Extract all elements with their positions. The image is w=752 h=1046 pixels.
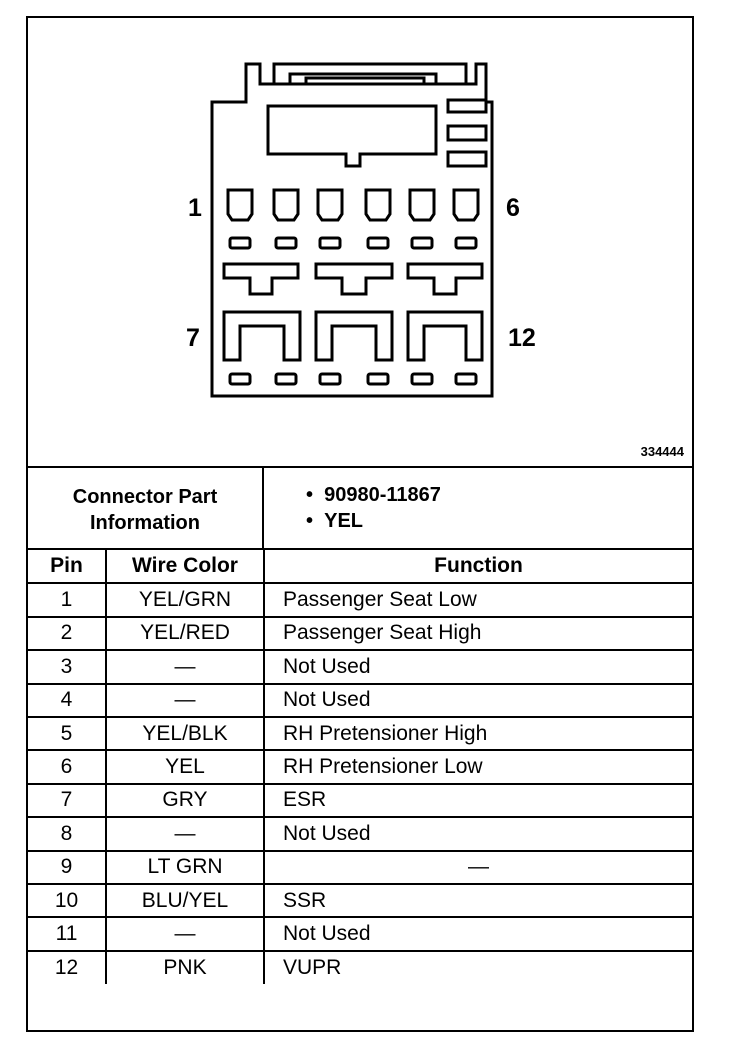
wire-color-cell: PNK: [106, 951, 264, 984]
function-cell: Not Used: [264, 650, 692, 683]
wire-color-cell: LT GRN: [106, 851, 264, 884]
function-cell: Not Used: [264, 917, 692, 950]
pinout-table: [28, 550, 692, 984]
pin-label-1: 1: [188, 194, 202, 222]
pin-cell: 7: [28, 784, 106, 817]
pin-cell: 12: [28, 951, 106, 984]
wire-color-cell: YEL/BLK: [106, 717, 264, 750]
table-row: [28, 817, 692, 850]
table-row: [28, 684, 692, 717]
function-cell: RH Pretensioner High: [264, 717, 692, 750]
wire-color-cell: —: [106, 684, 264, 717]
connector-part-info-label-line1: Connector Part: [72, 486, 218, 508]
wire-color-cell: —: [106, 650, 264, 683]
function-cell: Passenger Seat Low: [264, 583, 692, 616]
function-cell: ESR: [264, 784, 692, 817]
header-pin: Pin: [28, 550, 106, 583]
wire-color-cell: GRY: [106, 784, 264, 817]
table-row: [28, 917, 692, 950]
pin-cell: 3: [28, 650, 106, 683]
wire-color-cell: —: [106, 817, 264, 850]
connector-diagram: [28, 18, 692, 468]
wire-color-cell: YEL: [106, 750, 264, 783]
pin-cell: 4: [28, 684, 106, 717]
pin-cell: 5: [28, 717, 106, 750]
pin-cell: 6: [28, 750, 106, 783]
header-function: Function: [264, 550, 692, 583]
function-cell: RH Pretensioner Low: [264, 750, 692, 783]
part-number-bullet: • 90980-11867: [306, 484, 441, 506]
table-row: [28, 617, 692, 650]
function-cell: Not Used: [264, 817, 692, 850]
table-row: [28, 784, 692, 817]
pin-cell: 2: [28, 617, 106, 650]
connector-part-info-values: [266, 468, 692, 548]
wire-color-cell: YEL/GRN: [106, 583, 264, 616]
connector-color-bullet: • YEL: [306, 510, 364, 532]
pin-label-12: 12: [508, 324, 536, 352]
pin-cell: 11: [28, 917, 106, 950]
table-header-row: [28, 550, 692, 583]
table-row: [28, 884, 692, 917]
table-row: [28, 650, 692, 683]
function-cell: SSR: [264, 884, 692, 917]
connector-part-info-label-line2: Information: [90, 512, 200, 534]
pin-cell: 9: [28, 851, 106, 884]
function-cell: Not Used: [264, 684, 692, 717]
wire-color-cell: BLU/YEL: [106, 884, 264, 917]
table-row: [28, 951, 692, 984]
header-wire-color: Wire Color: [106, 550, 264, 583]
pin-cell: 8: [28, 817, 106, 850]
table-row: [28, 750, 692, 783]
connector-face-drawing: [28, 18, 692, 466]
connector-color: YEL: [324, 510, 364, 532]
function-cell: Passenger Seat High: [264, 617, 692, 650]
function-cell: VUPR: [264, 951, 692, 984]
figure-id: 334444: [640, 444, 684, 459]
table-row: [28, 717, 692, 750]
connector-part-info: [28, 468, 692, 550]
part-number: 90980-11867: [324, 484, 441, 506]
connector-sheet: [26, 16, 694, 1032]
table-row: [28, 583, 692, 616]
function-cell: —: [264, 851, 692, 884]
wire-color-cell: —: [106, 917, 264, 950]
pin-label-6: 6: [506, 194, 520, 222]
connector-part-info-label: [28, 468, 264, 548]
table-row: [28, 851, 692, 884]
pin-label-7: 7: [186, 324, 200, 352]
pin-cell: 1: [28, 583, 106, 616]
pin-cell: 10: [28, 884, 106, 917]
wire-color-cell: YEL/RED: [106, 617, 264, 650]
